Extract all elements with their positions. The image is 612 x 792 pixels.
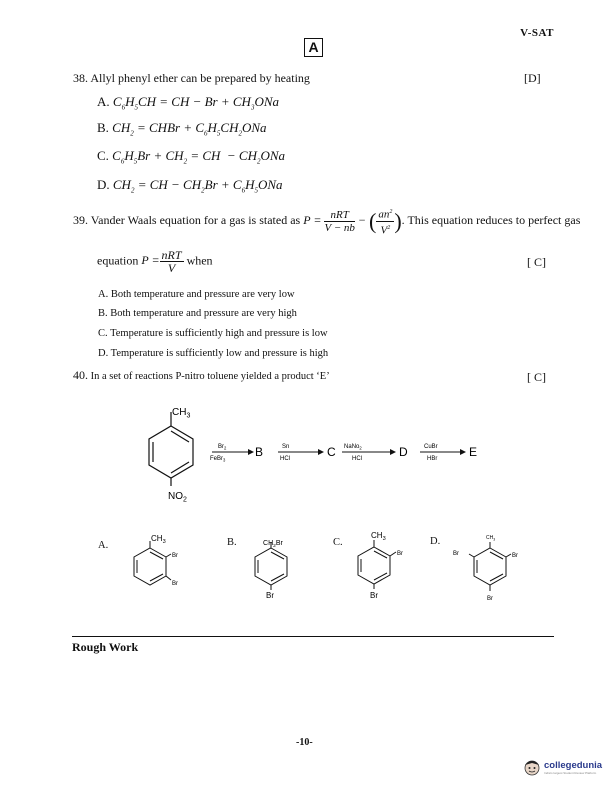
option-39-b bbox=[98, 308, 297, 319]
product-b: B bbox=[255, 445, 264, 459]
question-text-continued: . This equation reduces to perfect gas bbox=[401, 212, 581, 227]
answer-38: [D] bbox=[524, 71, 541, 85]
option-38-d: D. $CH_2$ = CH − $CH_2Br + C_6H_5ONa$ bbox=[97, 177, 283, 195]
option-40-c-label: C. bbox=[333, 537, 343, 548]
rough-work-divider bbox=[72, 636, 554, 637]
arrowhead bbox=[248, 449, 254, 455]
option-label: D. bbox=[97, 177, 110, 192]
option-text: Temperature is sufficiently high and pressure is low bbox=[110, 328, 328, 339]
question-text: In a set of reactions P-nitro toluene yielded a product ‘E’ bbox=[90, 371, 330, 382]
option-38-c: C. $C_6H_5Br + CH_2$ = CH − $CH_2ONa$ bbox=[97, 148, 286, 166]
option-label: A. bbox=[97, 94, 110, 109]
reagent-step3-top: NaNo$_2$ bbox=[344, 444, 362, 451]
group-br: Br bbox=[397, 551, 403, 557]
benzene-ring bbox=[149, 412, 193, 486]
group-br: Br bbox=[172, 581, 178, 587]
reagent-step2-top: Sn bbox=[282, 444, 290, 450]
question-text: Vander Waals equation for a gas is stated as bbox=[90, 212, 301, 227]
option-40-b-structure bbox=[243, 530, 303, 605]
reaction-scheme bbox=[140, 402, 500, 512]
mascot-icon bbox=[523, 758, 541, 776]
option-40-b-label: B. bbox=[227, 537, 237, 548]
brand-tagline: India's largest Student Review Platform bbox=[544, 770, 597, 775]
option-text: Both temperature and pressure are very high bbox=[110, 308, 297, 319]
header-code: V-SAT bbox=[520, 27, 554, 39]
group-br: Br bbox=[512, 553, 518, 559]
product-d: D bbox=[399, 445, 408, 459]
page-number: -10- bbox=[296, 737, 313, 748]
equation-prefix: equation bbox=[97, 253, 139, 268]
group-methyl: $CH_3$ bbox=[371, 531, 386, 542]
group-br: Br bbox=[453, 551, 459, 557]
option-label: C. bbox=[97, 148, 109, 163]
rough-work-heading: Rough Work bbox=[72, 640, 139, 654]
brand-name: collegedunia bbox=[544, 759, 603, 771]
question-38-stem bbox=[73, 71, 310, 86]
option-38-b: B. $CH_2$ = CHBr + $C_6H_5CH_2ONa$ bbox=[97, 120, 267, 138]
reagent-step4-top: CuBr bbox=[424, 444, 438, 450]
option-40-d-structure bbox=[450, 530, 525, 605]
reagent-step2-bottom: HCl bbox=[280, 456, 290, 462]
question-number: 40. bbox=[73, 368, 88, 382]
option-label: A. bbox=[98, 289, 109, 300]
reagent-step3-bottom: HCl bbox=[352, 456, 362, 462]
option-text: Temperature is sufficiently low and pressure is high bbox=[110, 348, 329, 359]
reagent-step1-top: $Br_2$ bbox=[218, 444, 227, 451]
nitro-group: $NO_2$ bbox=[168, 491, 187, 504]
group-methyl: $CH_3$ bbox=[486, 535, 496, 542]
option-label: B. bbox=[97, 120, 109, 135]
reagent-step4-bottom: HBr bbox=[427, 456, 438, 462]
answer-39: [ C] bbox=[527, 255, 546, 269]
option-39-c bbox=[98, 328, 328, 339]
group-bromomethyl: $CH_2Br$ bbox=[263, 540, 283, 549]
product-e: E bbox=[469, 445, 478, 459]
option-label: D. bbox=[98, 348, 109, 359]
reagent-step1-bottom: FeBr$_3$ bbox=[210, 456, 226, 463]
set-letter-box: A bbox=[304, 38, 323, 57]
group-br: Br bbox=[266, 591, 274, 600]
brand-logo bbox=[523, 758, 602, 776]
question-39-stem bbox=[73, 206, 580, 236]
group-br: Br bbox=[487, 596, 493, 602]
option-39-a bbox=[98, 289, 295, 300]
equation-vanderwaals: P = $\frac{\text{nRT}}{V - nb}$ − ( $\frac{an^2}{V^2}$ ) bbox=[303, 213, 401, 227]
group-methyl: $CH_3$ bbox=[151, 534, 166, 545]
option-label: C. bbox=[98, 328, 108, 339]
option-40-a-structure bbox=[125, 530, 185, 605]
group-br: Br bbox=[172, 553, 178, 559]
arrowhead bbox=[460, 449, 466, 455]
question-39-line2 bbox=[97, 249, 213, 274]
group-br: Br bbox=[370, 591, 378, 600]
methyl-group: $CH_3$ bbox=[172, 407, 191, 420]
question-40-stem bbox=[73, 368, 330, 383]
option-40-a-label: A. bbox=[98, 540, 109, 551]
question-number: 38. bbox=[73, 71, 88, 85]
option-39-d bbox=[98, 348, 328, 359]
equation-suffix: when bbox=[186, 253, 213, 268]
arrowhead bbox=[390, 449, 396, 455]
question-text: Allyl phenyl ether can be prepared by heating bbox=[90, 71, 310, 85]
answer-40: [ C] bbox=[527, 370, 546, 384]
arrowhead bbox=[318, 449, 324, 455]
option-40-c-structure bbox=[345, 525, 405, 605]
equation-ideal-gas: P = $\frac{\text{nRT}}{V}$ bbox=[141, 248, 182, 275]
option-text: Both temperature and pressure are very low bbox=[110, 289, 295, 300]
option-label: B. bbox=[98, 308, 108, 319]
option-38-a: A. $C_6H_5CH$ = CH − $Br + CH_3ONa$ bbox=[97, 94, 280, 112]
product-c: C bbox=[327, 445, 336, 459]
question-number: 39. bbox=[73, 212, 88, 227]
option-40-d-label: D. bbox=[430, 536, 441, 547]
